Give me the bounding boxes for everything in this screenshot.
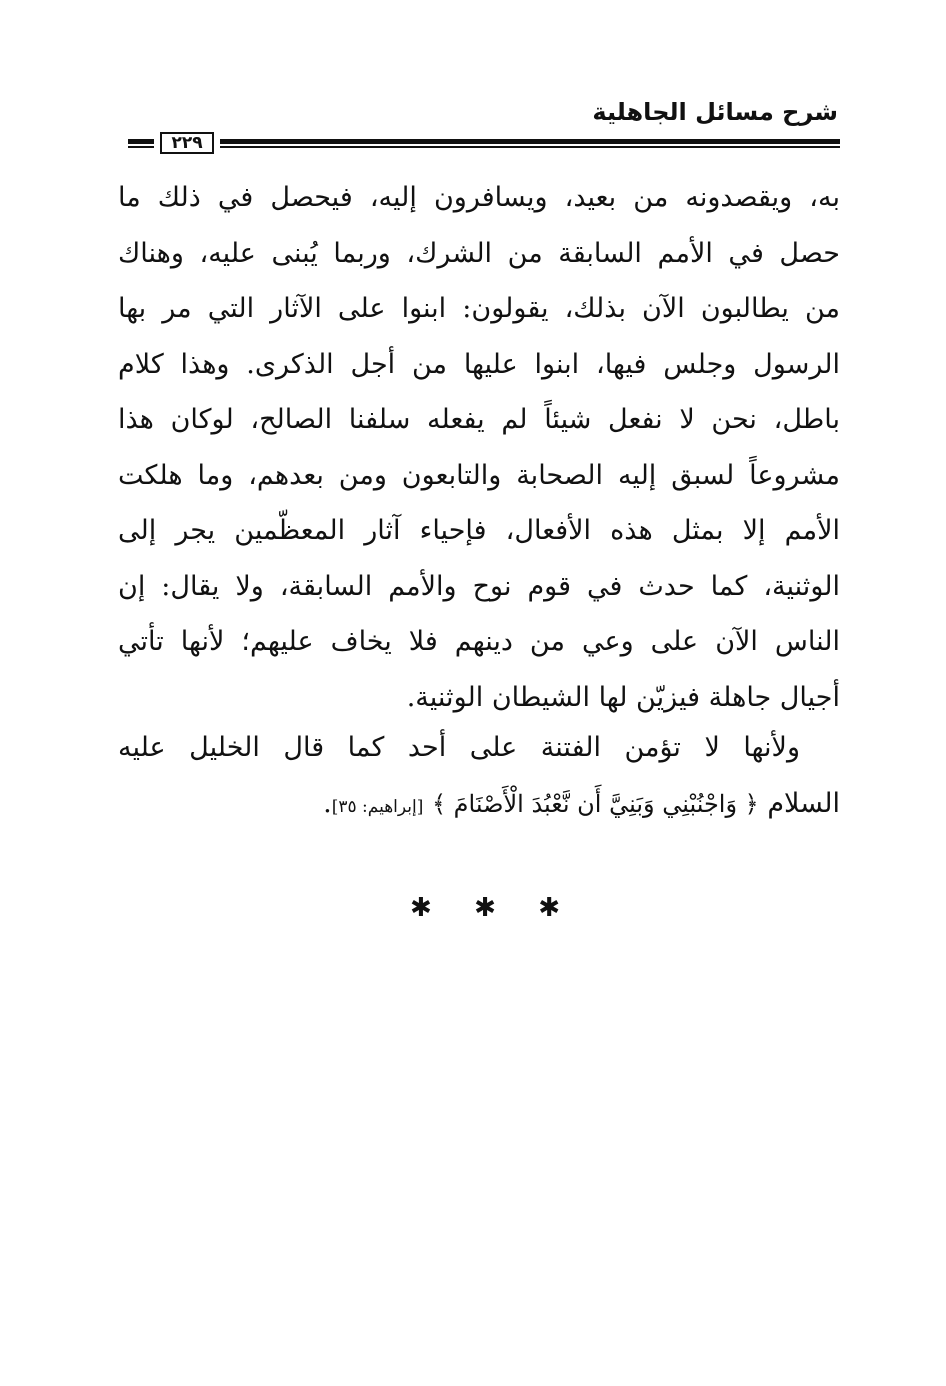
line-suffix: . — [323, 787, 332, 819]
text-line: الوثنية، كما حدث في قوم نوح والأمم السابقة، ولا يقال: إن — [118, 570, 840, 602]
rule-main — [220, 139, 840, 144]
text-line: من يطالبون الآن بذلك، يقولون: ابنوا على الآثار التي مر بها — [118, 293, 840, 324]
paragraph-1 — [118, 170, 840, 725]
quran-verse: ﴿ وَاجْنُبْنِي وَبَنِيَّ أَن نَّعْبُدَ الْأَصْنَامَ ﴾ — [431, 789, 759, 818]
text-line: الأمم إلا بمثل هذه الأفعال، فإحياء آثار المعظّمين يجر إلى — [118, 515, 840, 546]
section-separator — [410, 893, 560, 923]
text-line: باطل، نحن لا نفعل شيئاً لم يفعله سلفنا الصالح، لوكان هذا — [118, 404, 840, 435]
header-rule — [128, 132, 840, 156]
text-line: ولأنها لا تؤمن الفتنة على أحد كما قال الخليل عليه — [118, 732, 800, 763]
quran-citation-line — [118, 776, 840, 832]
text-line: الناس الآن على وعي من دينهم فلا يخاف عليهم؛ لأنها تأتي — [118, 626, 840, 657]
text-line: به، ويقصدونه من بعيد، ويسافرون إليه، فيحصل في ذلك ما — [118, 182, 840, 213]
running-title: شرح مسائل الجاهلية — [592, 98, 838, 126]
asterisk-ornament-icon: ✱ — [538, 893, 560, 923]
rule-stub — [128, 139, 154, 144]
text-line: أجيال جاهلة فيزيّن لها الشيطان الوثنية. — [406, 681, 840, 713]
text-line: الرسول وجلس فيها، ابنوا عليها من أجل الذكرى. وهذا كلام — [118, 348, 840, 380]
line-prefix: السلام — [767, 787, 840, 819]
text-line: مشروعاً لسبق إليه الصحابة والتابعون ومن بعدهم، وما هلكت — [118, 459, 840, 491]
text-line: حصل في الأمم السابقة من الشرك، وربما يُبنى عليه، وهناك — [118, 237, 840, 269]
asterisk-ornament-icon: ✱ — [410, 893, 432, 923]
rule-main-thin — [220, 146, 840, 148]
page-number: ٢٢٩ — [160, 132, 214, 154]
verse-citation: [إبراهيم: ٣٥] — [331, 796, 424, 817]
paragraph-2 — [118, 720, 840, 831]
rule-stub-thin — [128, 146, 154, 148]
asterisk-ornament-icon: ✱ — [474, 893, 496, 923]
